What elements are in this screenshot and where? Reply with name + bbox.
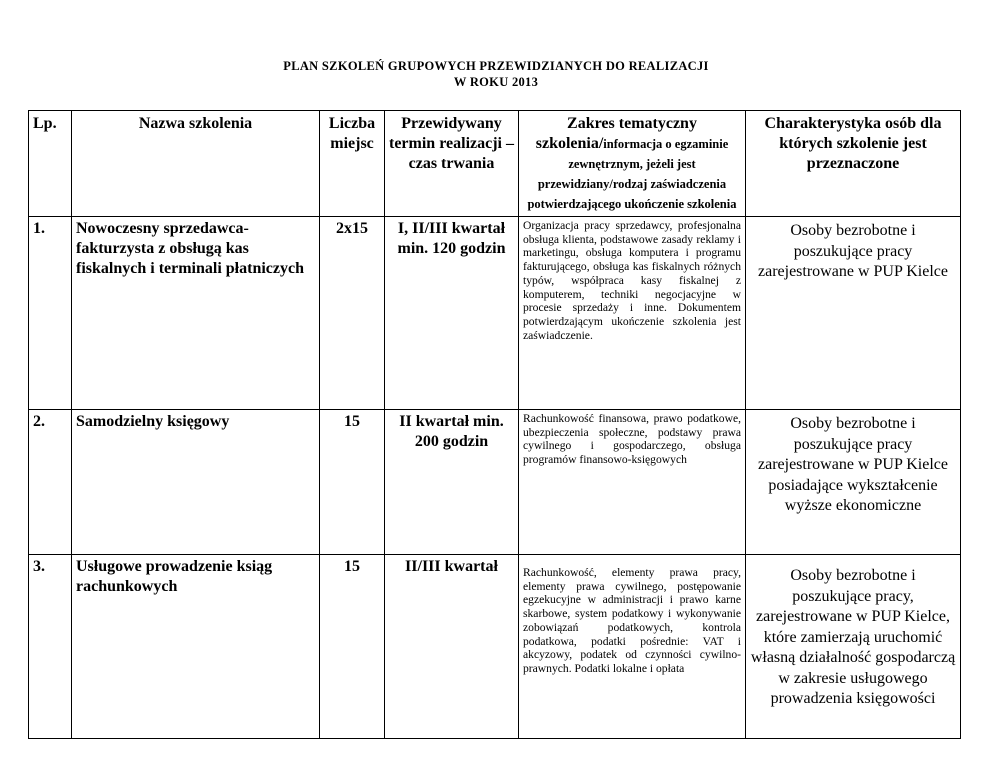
row-zakres: Rachunkowość finansowa, prawo podatkowe, ubezpieczenia społeczne, podstawy prawa cywilnego i gospodarczego, obsługa programów finansowo-księgowych (519, 410, 746, 555)
row-liczba: 15 (320, 410, 385, 555)
table-row (29, 555, 961, 739)
table-row (29, 217, 961, 410)
table-row (29, 410, 961, 555)
training-plan-table (28, 110, 961, 739)
row-charakterystyka: Osoby bezrobotne i poszukujące pracy, zarejestrowane w PUP Kielce, które zamierzają uruchomić własną działalność gospodarczą w zakresie usługowego prowadzenia księgowości (746, 555, 961, 739)
row-termin: II/III kwartał (385, 555, 519, 739)
header-charakterystyka: Charakterystyka osób dla których szkolenie jest przeznaczone (746, 111, 961, 217)
header-nazwa: Nazwa szkolenia (72, 111, 320, 217)
header-zakres-main: Zakres tematyczny szkolenia/ (535, 115, 697, 152)
row-charakterystyka: Osoby bezrobotne i poszukujące pracy zarejestrowane w PUP Kielce (746, 217, 961, 410)
document-title-line2: W ROKU 2013 (453, 75, 539, 89)
row-termin: I, II/III kwartał min. 120 godzin (385, 217, 519, 410)
row-liczba: 2x15 (320, 217, 385, 410)
row-lp: 3. (29, 555, 72, 739)
row-nazwa: Nowoczesny sprzedawca-fakturzysta z obsługą kas fiskalnych i terminali płatniczych (72, 217, 320, 410)
row-termin: II kwartał min. 200 godzin (385, 410, 519, 555)
row-nazwa: Samodzielny księgowy (72, 410, 320, 555)
document-title-line1: PLAN SZKOLEŃ GRUPOWYCH PRZEWIDZIANYCH DO REALIZACJI (283, 59, 709, 73)
row-zakres: Organizacja pracy sprzedawcy, profesjonalna obsługa klienta, podstawowe zasady reklamy i marketingu, obsługa komputera i programu fakturującego, obsługa kas fiskalnych różnych typów, współpraca kasy fiskalnej z komputerem, techniki negocjacyjne w procesie sprzedaży i inne. Dokumentem potwierdzającym ukończenie szkolenia jest zaświadczenie. (519, 217, 746, 410)
table-header-row (29, 111, 961, 217)
row-lp: 2. (29, 410, 72, 555)
header-zakres-small: informacja o egzaminie zewnętrznym, jeżeli jest przewidziany/rodzaj zaświadczenia potwierdzającego ukończenie szkolenia (527, 137, 737, 211)
row-zakres: Rachunkowość, elementy prawa pracy, elementy prawa cywilnego, postępowanie egzekucyjne w administracji i prawo karne skarbowe, system podatkowy i wykonywanie zobowiązań podatkowych, kontrola podatkowa, podatki pośrednie: VAT i akcyzowy, podatek od czynności cywilno-prawnych. Podatki lokalne i opłata (519, 555, 746, 739)
row-charakterystyka: Osoby bezrobotne i poszukujące pracy zarejestrowane w PUP Kielce posiadające wykształcenie wyższe ekonomiczne (746, 410, 961, 555)
header-termin: Przewidywany termin realizacji – czas trwania (385, 111, 519, 217)
row-lp: 1. (29, 217, 72, 410)
header-zakres (519, 111, 746, 217)
header-liczba: Liczba miejsc (320, 111, 385, 217)
row-nazwa: Usługowe prowadzenie ksiąg rachunkowych (72, 555, 320, 739)
header-lp: Lp. (29, 111, 72, 217)
row-liczba: 15 (320, 555, 385, 739)
